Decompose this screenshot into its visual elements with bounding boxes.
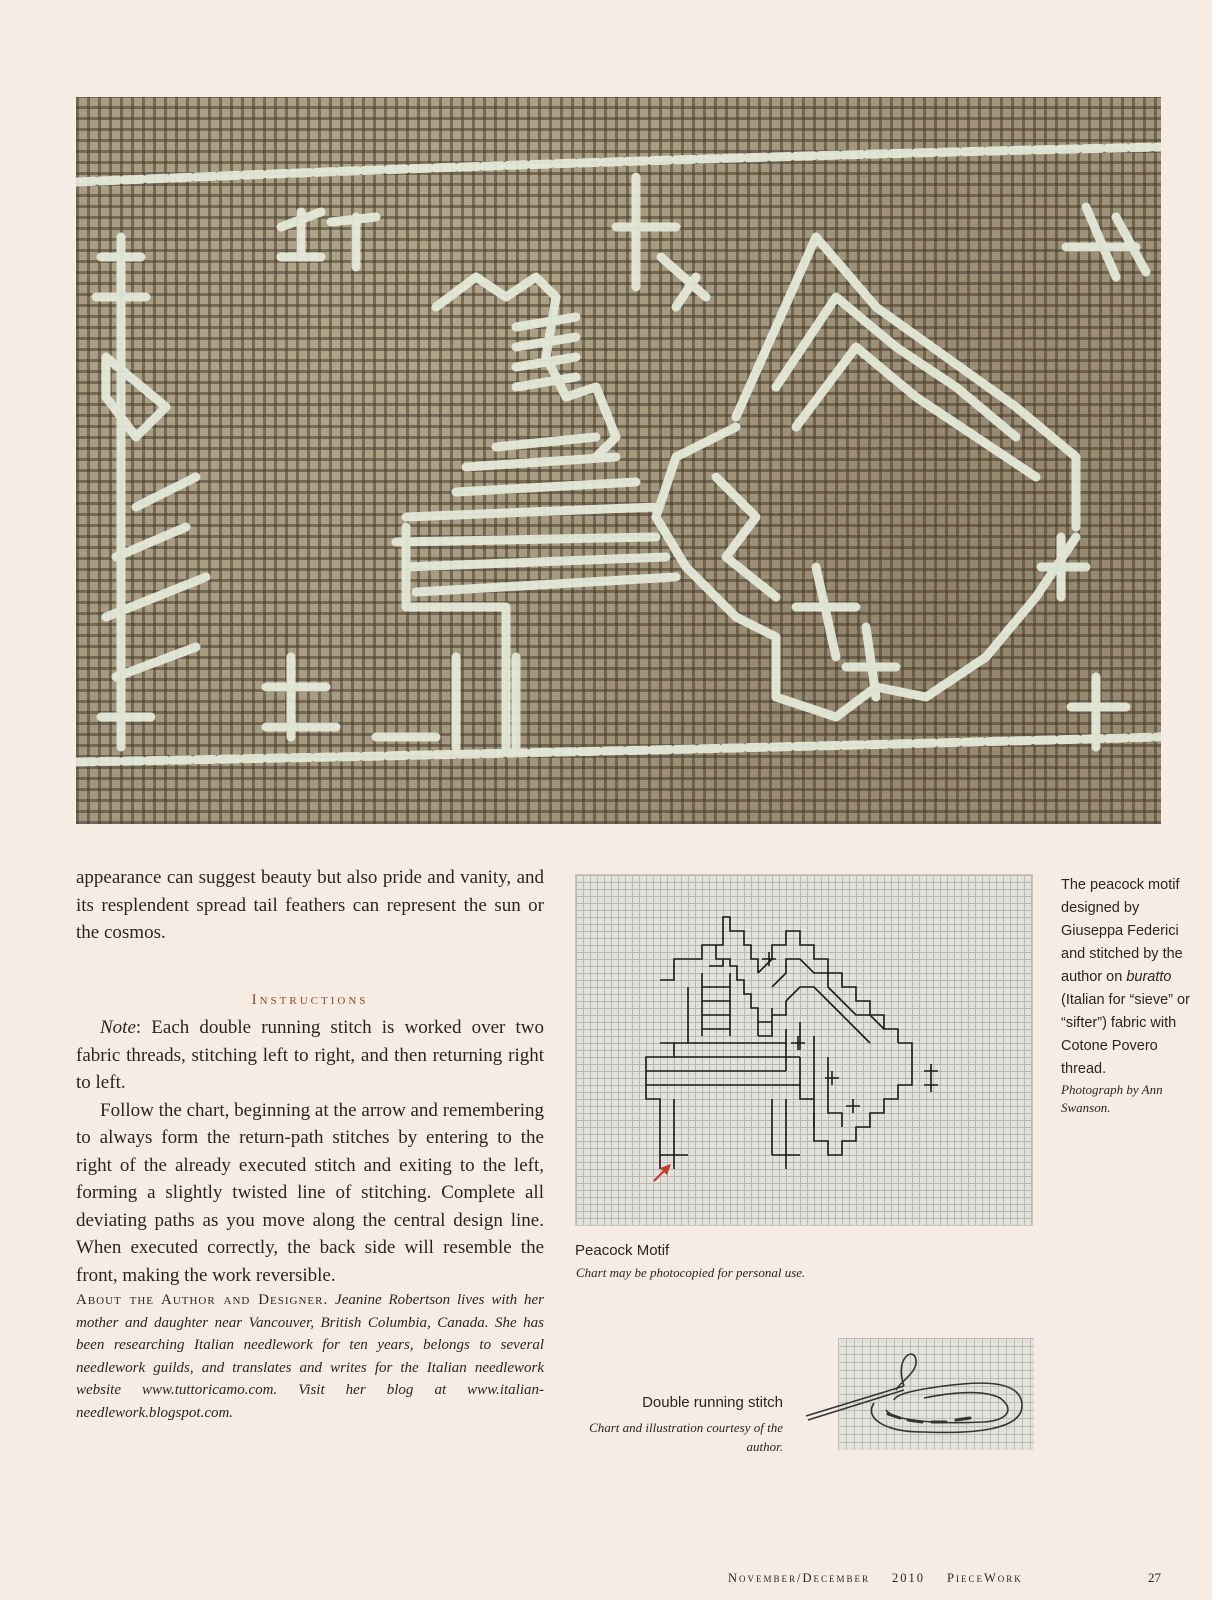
footer-issue: November/December	[728, 1571, 871, 1585]
photo-credit: Photograph by Ann Swanson.	[1061, 1082, 1163, 1115]
article-column	[76, 864, 544, 1424]
intro-paragraph: appearance can suggest beauty but also pride and vanity, and its resplendent spread tail feathers can represent the sun or the cosmos.	[76, 867, 544, 943]
page-number: 27	[1148, 1570, 1161, 1585]
footer-year: 2010	[892, 1571, 926, 1585]
note-text: : Each double running stitch is worked over two fabric threads, stitching left to right, and then returning right to left.	[76, 1017, 544, 1093]
instructions-heading-text: Instructions	[251, 991, 369, 1008]
embroidery-photo	[76, 97, 1161, 824]
about-body: Jeanine Robertson lives with her mother and daughter near Vancouver, British Columbia, Canada. She has been researching Italian needlework for ten years, belongs to several needlework guilds, and translates and writes for the Italian needlework website www.tuttoricamo.com. Visit her blog at www.italian-needlework.blogspot.com.	[76, 1292, 544, 1421]
photo-caption-text-b: (Italian for “sieve” or “sifter”) fabric with Cotone Povero thread.	[1061, 992, 1190, 1077]
instructions-heading	[76, 987, 544, 1015]
photo-caption-italic: buratto	[1126, 969, 1172, 985]
chart-title: Peacock Motif	[575, 1242, 670, 1259]
footer-magazine: PieceWork	[947, 1571, 1023, 1585]
about-author	[76, 1289, 544, 1424]
chart-start-arrow	[654, 1164, 671, 1181]
chart-caption: Chart may be photocopied for personal use.	[576, 1265, 806, 1280]
note-paragraph	[76, 1014, 544, 1097]
stitch-caption: Chart and illustration courtesy of the author.	[589, 1420, 783, 1454]
peacock-chart	[575, 874, 1033, 1226]
photo-caption-text-a: The peacock motif designed by Giuseppa Federici and stitched by the author on	[1061, 877, 1183, 985]
double-running-stitch-figure	[804, 1338, 1034, 1450]
photo-caption	[1061, 874, 1191, 1117]
note-label: Note	[100, 1017, 136, 1038]
page-footer	[728, 1571, 1045, 1586]
instructions-paragraph: Follow the chart, beginning at the arrow and remembering to always form the return-path stitches by entering to the right of the already executed stitch and exiting to the left, forming a slightly twisted line of stitching. Complete all deviating paths as you move along the central design line. When executed correctly, the back side will resemble the front, making the work reversible.	[76, 1099, 544, 1286]
stitch-title: Double running stitch	[642, 1394, 783, 1411]
peacock-chart-lines	[576, 875, 1032, 1225]
needle-illustration	[804, 1338, 1034, 1450]
embroidery-motif-illustration	[76, 97, 1161, 824]
about-lead: About the Author and Designer.	[76, 1292, 329, 1308]
